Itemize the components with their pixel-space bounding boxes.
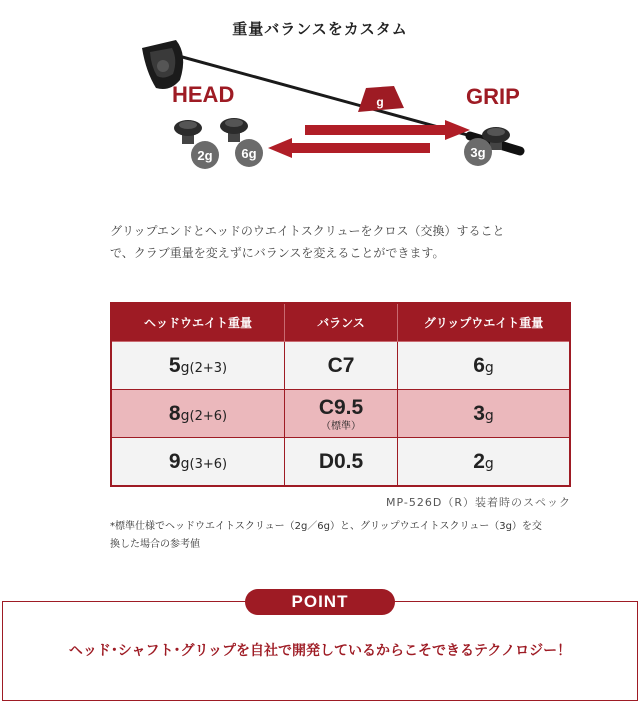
svg-text:2g: 2g [197,148,213,163]
screw-icon [220,118,248,142]
table-header-row [111,303,570,342]
screw-icon [174,120,202,144]
grip-weight-cell: 3g [398,390,571,438]
footnote-line: *標準仕様でヘッドウエイトスクリュー（2g／6g）と、グリップウエイトスクリュー（3g）を交 [110,521,542,532]
head-weight-cell: 9g(3+6) [111,438,285,487]
balance-cell: C7 [285,342,398,390]
page-title: 重量バランスをカスタム [232,20,408,38]
table-row [111,342,570,390]
standard-note: （標準） [321,420,361,432]
grip-weight-cell: 2g [398,438,571,487]
balance-cell: D0.5 [285,438,398,487]
weight-swap-illustration [0,0,640,200]
footnote [110,518,572,554]
weight-badge-6g [235,139,263,167]
description-line: グリップエンドとヘッドのウエイトスクリューをクロス（交換）すること [110,224,505,238]
spec-note: MP-526D（R）装着時のスペック [386,496,571,509]
weight-tag [358,86,404,112]
head-weight-cell: 5g(2+3) [111,342,285,390]
description [110,220,550,264]
svg-text:6g: 6g [241,146,257,161]
svg-text:3g: 3g [470,145,486,160]
point-text: ヘッド･シャフト･グリップを自社で開発しているからこそできるテクノロジー！ [68,643,572,659]
column-header-head-weight: ヘッドウエイト重量 [111,303,285,342]
weight-badge-2g [191,141,219,169]
footnote-line: 換した場合の参考値 [110,539,200,550]
column-header-balance: バランス [285,303,398,342]
table-row [111,390,570,438]
column-header-grip-weight: グリップウエイト重量 [398,303,571,342]
head-label: HEAD [172,82,235,107]
svg-text:g: g [376,95,384,109]
point-label: POINT [245,589,395,615]
weight-badge-3g [464,138,492,166]
description-line: で、クラブ重量を変えずにバランスを変えることができます。 [110,246,445,260]
balance-cell: C9.5 （標準） [285,390,398,438]
balance-table [110,302,571,487]
arrow-right-icon [305,120,470,140]
grip-weight-cell: 6g [398,342,571,390]
grip-label: GRIP [466,84,520,109]
arrow-left-icon [268,138,430,158]
table-row [111,438,570,487]
head-weight-cell: 8g(2+6) [111,390,285,438]
